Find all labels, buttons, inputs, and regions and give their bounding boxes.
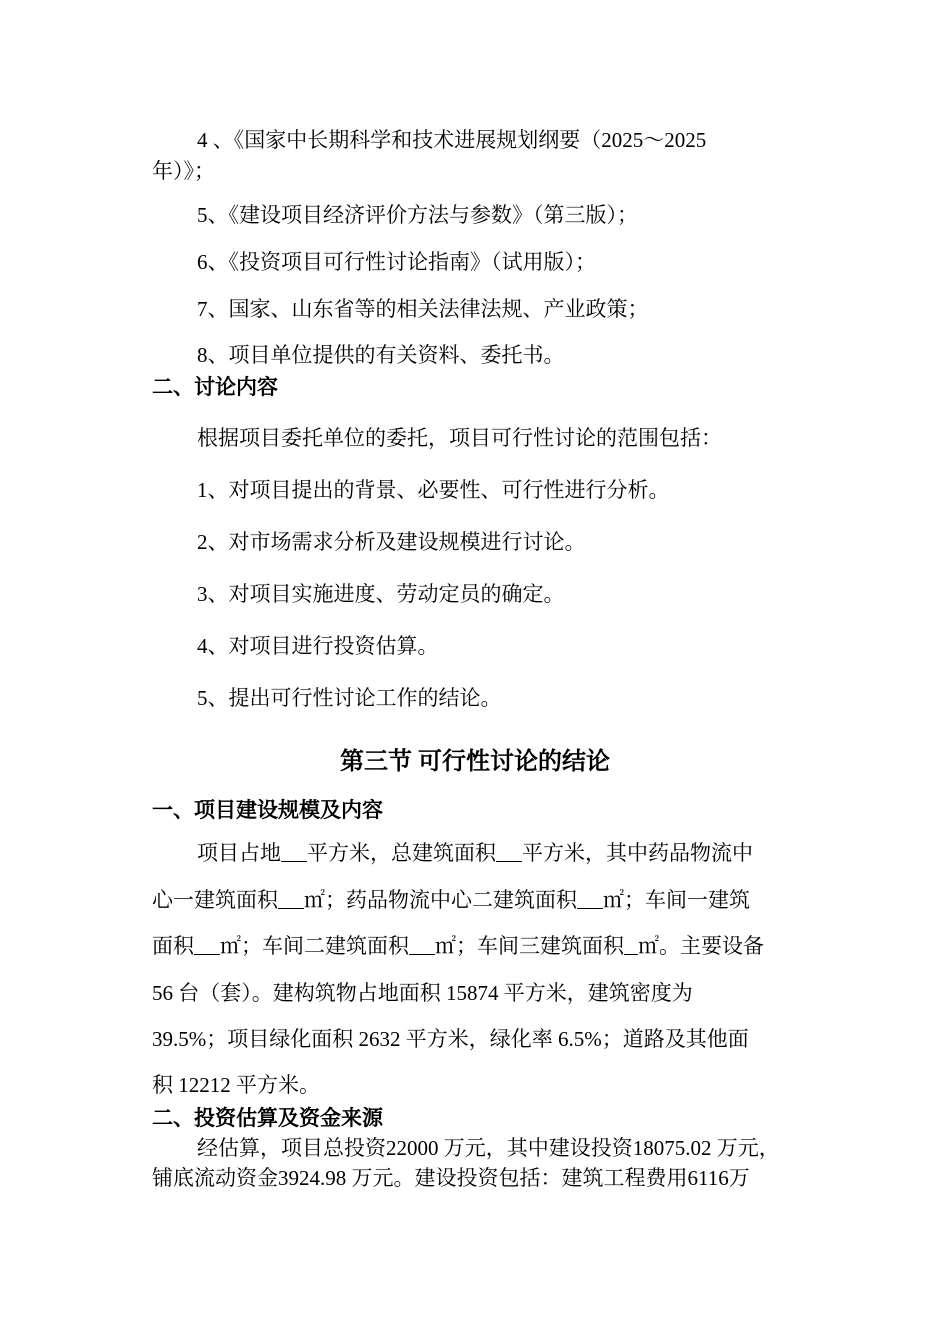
scale-paragraph-line3: 面积 ㎡；车间二建筑面积 ㎡；车间三建筑面积 ㎡。主要设备 — [152, 934, 764, 958]
ref-item-6: 6、《投资项目可行性讨论指南》（试用版）； — [197, 250, 596, 274]
ref-item-8: 8、项目单位提供的有关资料、委托书。 — [197, 343, 565, 367]
blank-field — [281, 841, 307, 862]
investment-paragraph-line2: 铺底流动资金3924.98 万元。建设投资包括：建筑工程费用6116万 — [152, 1166, 750, 1190]
blank-field — [577, 888, 603, 909]
blank-field — [278, 888, 304, 909]
chapter-title: 第三节 可行性讨论的结论 — [340, 749, 610, 775]
section-heading-investment: 二、投资估算及资金来源 — [152, 1106, 383, 1130]
content-item-5: 5、提出可行性讨论工作的结论。 — [197, 686, 502, 710]
content-item-4: 4、对项目进行投资估算。 — [197, 634, 439, 658]
content-item-2: 2、对市场需求分析及建设规模进行讨论。 — [197, 530, 586, 554]
blank-field — [496, 841, 522, 862]
scale-paragraph-line5: 39.5%；项目绿化面积 2632 平方米，绿化率 6.5%；道路及其他面 — [152, 1027, 749, 1051]
scale-paragraph-line6: 积 12212 平方米。 — [152, 1073, 320, 1097]
blank-field — [624, 934, 638, 955]
scale-paragraph-line4: 56 台（套）。建构筑物占地面积 15874 平方米，建筑密度为 — [152, 981, 693, 1005]
ref-item-4-line1: 4 、《国家中长期科学和技术进展规划纲要（2025～2025 — [197, 128, 707, 152]
section-heading-scale: 一、项目建设规模及内容 — [152, 798, 383, 822]
content-item-1: 1、对项目提出的背景、必要性、可行性进行分析。 — [197, 478, 670, 502]
scale-paragraph-line1: 项目占地 平方米，总建筑面积 平方米，其中药品物流中 — [197, 841, 753, 865]
ref-item-5: 5、《建设项目经济评价方法与参数》（第三版）； — [197, 203, 638, 227]
section-heading-research-content: 二、讨论内容 — [152, 375, 278, 399]
section-intro: 根据项目委托单位的委托，项目可行性讨论的范围包括： — [197, 426, 722, 450]
content-item-3: 3、对项目实施进度、劳动定员的确定。 — [197, 582, 565, 606]
scale-paragraph-line2: 心一建筑面积 ㎡；药品物流中心二建筑面积 ㎡；车间一建筑 — [152, 888, 750, 912]
ref-item-4-line2: 年）》； — [152, 159, 215, 183]
blank-field — [409, 934, 435, 955]
blank-field — [194, 934, 220, 955]
investment-paragraph-line1: 经估算，项目总投资22000 万元，其中建设投资18075.02 万元， — [197, 1136, 780, 1160]
ref-item-7: 7、国家、山东省等的相关法律法规、产业政策； — [197, 297, 649, 321]
